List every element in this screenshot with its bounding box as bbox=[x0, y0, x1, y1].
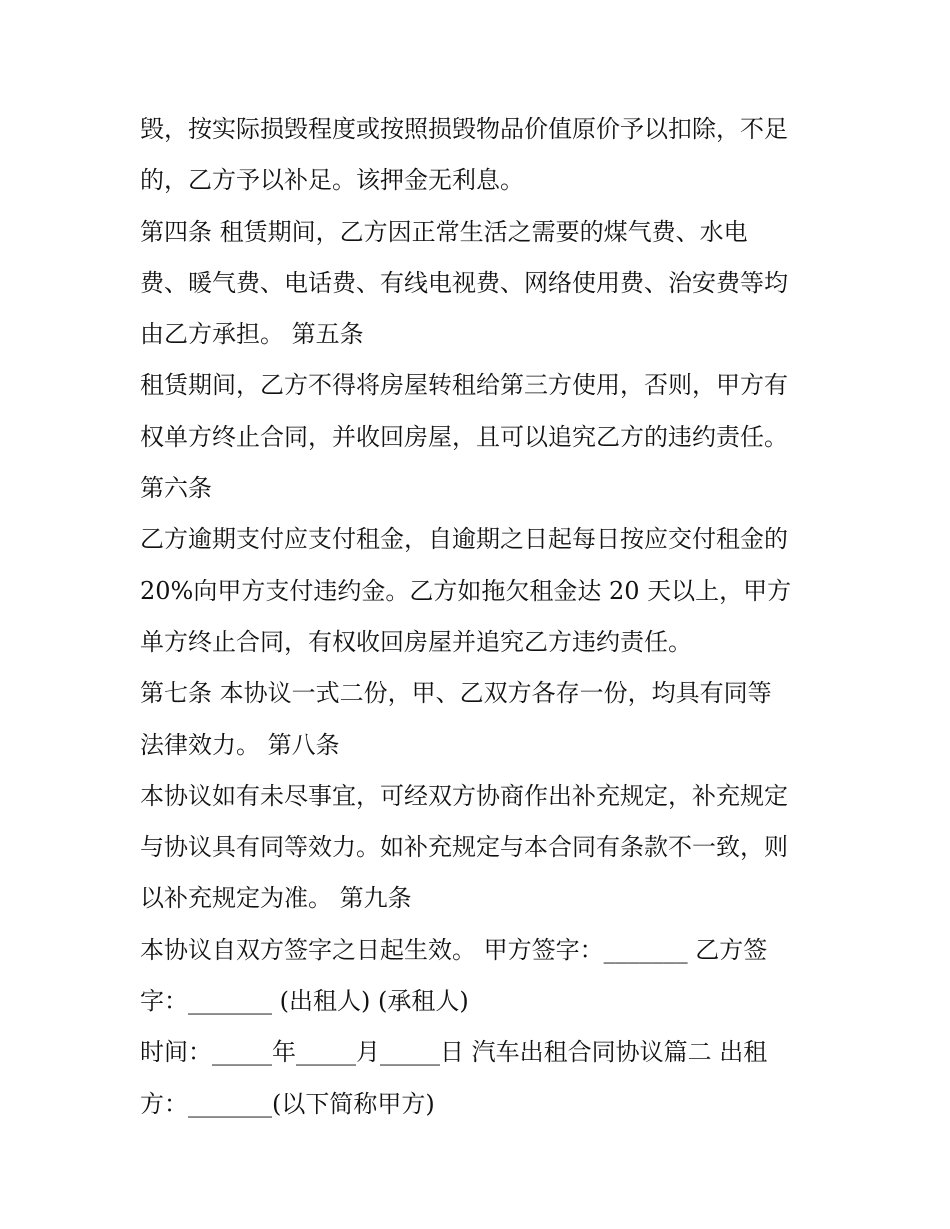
text-line: 方：_______(以下简称甲方) bbox=[140, 1089, 435, 1118]
text-line: 字：_______ (出租人) (承租人) bbox=[140, 987, 469, 1016]
text-line: 20%向甲方支付违约金。乙方如拖欠租金达 20 天以上，甲方 bbox=[140, 576, 792, 605]
text-line: 第七条 本协议一式二份，甲、乙双方各存一份，均具有同等 bbox=[140, 679, 772, 708]
text-line: 的，乙方予以补足。该押金无利息。 bbox=[140, 166, 524, 195]
text-line: 毁，按实际损毁程度或按照损毁物品价值原价予以扣除，不足 bbox=[140, 115, 788, 143]
text-line: 第四条 租赁期间，乙方因正常生活之需要的煤气费、水电 bbox=[140, 217, 748, 246]
text-line: 时间：_____年_____月_____日 汽车出租合同协议篇二 出租 bbox=[140, 1038, 768, 1067]
text-line: 费、暖气费、电话费、有线电视费、网络使用费、治安费等均 bbox=[140, 268, 788, 297]
text-line: 租赁期间，乙方不得将房屋转租给第三方使用，否则，甲方有 bbox=[140, 371, 788, 400]
text-line: 本协议如有未尽事宜，可经双方协商作出补充规定，补充规定 bbox=[140, 781, 788, 810]
text-line: 单方终止合同，有权收回房屋并追究乙方违约责任。 bbox=[140, 627, 692, 656]
text-line: 由乙方承担。 第五条 bbox=[140, 320, 364, 349]
text-line: 以补充规定为准。 第九条 bbox=[140, 884, 412, 913]
text-line: 与协议具有同等效力。如补充规定与本合同有条款不一致，则 bbox=[140, 833, 788, 862]
text-line: 权单方终止合同，并收回房屋，且可以追究乙方的违约责任。 bbox=[140, 422, 788, 451]
text-line: 第六条 bbox=[140, 474, 212, 503]
text-line: 本协议自双方签字之日起生效。 甲方签字：_______ 乙方签 bbox=[140, 935, 768, 964]
text-line: 法律效力。 第八条 bbox=[140, 730, 340, 759]
contract-body-text bbox=[140, 104, 820, 1130]
text-line: 乙方逾期支付应支付租金，自逾期之日起每日按应交付租金的 bbox=[140, 525, 788, 554]
